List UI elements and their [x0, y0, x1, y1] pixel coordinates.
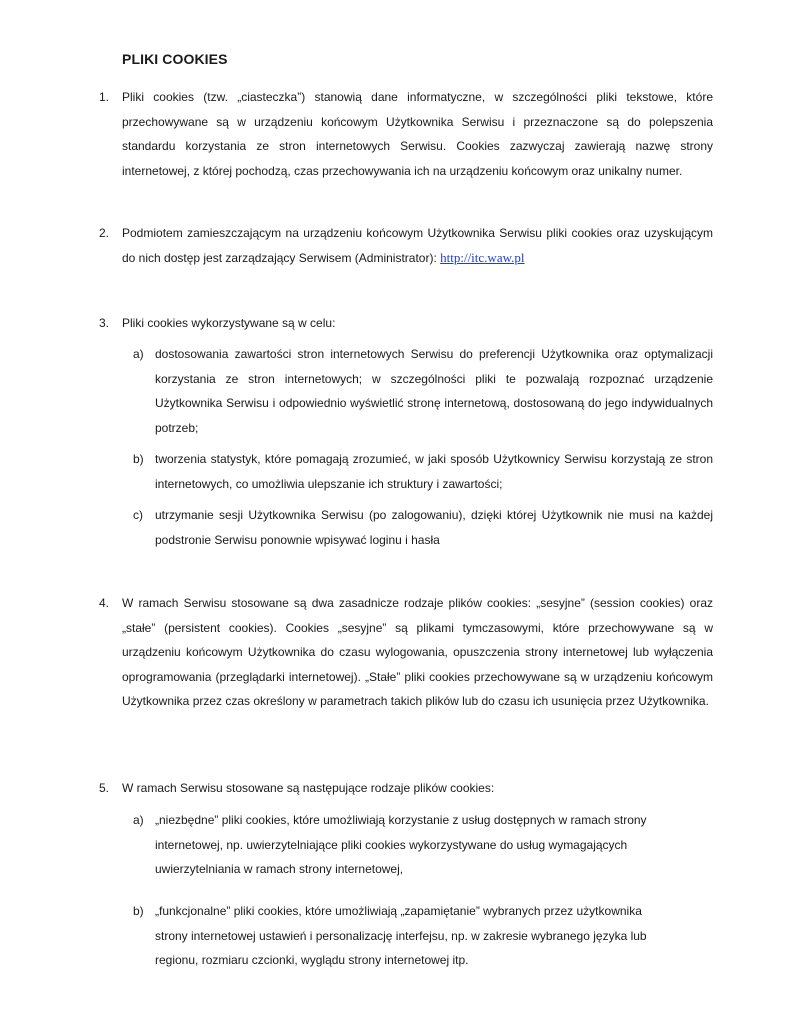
- list-item: „niezbędne” pliki cookies, które umożliwiają korzystanie z usług dostępnych w ramach strony internetowej, np. uwierzytelniające pliki cookies wykorzystywane do usług wymagających uwierzytelniania w ramach strony internetowej,: [155, 813, 647, 876]
- section-number: 5.: [99, 781, 110, 795]
- list-item: utrzymanie sesji Użytkownika Serwisu (po zalogowaniu), dzięki której Użytkownik nie musi na każdej podstronie Serwisu ponownie wpisywać loginu i hasła: [155, 508, 713, 547]
- list-item: „funkcjonalne” pliki cookies, które umożliwiają „zapamiętanie” wybranych przez użytkownika strony internetowej ustawień i personalizację interfejsu, np. w zakresie wybranego języka lub regionu, rozmiaru czcionki, wyglądu strony internetowej itp.: [155, 904, 647, 967]
- page-title: PLIKI COOKIES: [122, 51, 228, 67]
- list-item-letter: c): [133, 508, 143, 522]
- list-item-letter: a): [133, 347, 144, 361]
- list-item: dostosowania zawartości stron internetowych Serwisu do preferencji Użytkownika oraz optymalizacji korzystania ze stron internetowych; w szczególności pliki te pozwalają rozpoznać urządzenie Użytkownika Serwisu i odpowiednio wyświetlić stronę internetową, dostosowaną do jego indywidualnych potrzeb;: [155, 347, 713, 435]
- section-text: Pliki cookies (tzw. „ciasteczka”) stanowią dane informatyczne, w szczególności pliki tekstowe, które przechowywane są w urządzeniu końcowym Użytkownika Serwisu i przeznaczone są do polepszenia standardu korzystania ze stron internetowych Serwisu. Cookies zazwyczaj zawierają nazwę strony internetowej, z której pochodzą, czas przechowywania ich na urządzeniu końcowym oraz unikalny numer.: [122, 90, 713, 178]
- section-number: 1.: [99, 90, 110, 104]
- section-number: 3.: [99, 316, 110, 330]
- list-item: tworzenia statystyk, które pomagają zrozumieć, w jaki sposób Użytkownicy Serwisu korzystają ze stron internetowych, co umożliwia ulepszanie ich struktury i zawartości;: [155, 452, 713, 491]
- section-number: 4.: [99, 596, 110, 610]
- list-item-letter: a): [133, 813, 144, 827]
- list-item-letter: b): [133, 904, 144, 918]
- section-text: [122, 221, 713, 270]
- list-item-letter: b): [133, 452, 144, 466]
- section-text-body: Podmiotem zamieszczającym na urządzeniu końcowym Użytkownika Serwisu pliki cookies oraz uzyskującym do nich dostęp jest zarządzający Serwisem (Administrator):: [122, 226, 713, 265]
- administrator-link[interactable]: http://itc.waw.pl: [440, 249, 525, 265]
- section-text: W ramach Serwisu stosowane są dwa zasadnicze rodzaje plików cookies: „sesyjne” (session cookies) oraz „stałe” (persistent cookies). Cookies „sesyjne” są plikami tymczasowymi, które przechowywane są w urządzeniu końcowym Użytkownika do czasu wylogowania, opuszczenia strony internetowej lub wyłączenia oprogramowania (przeglądarki internetowej). „Stałe” pliki cookies przechowywane są w urządzeniu końcowym Użytkownika przez czas określony w parametrach takich plików lub do czasu ich usunięcia przez Użytkownika.: [122, 596, 713, 708]
- section-number: 2.: [99, 226, 110, 240]
- section-text: Pliki cookies wykorzystywane są w celu:: [122, 316, 336, 330]
- section-text: W ramach Serwisu stosowane są następujące rodzaje plików cookies:: [122, 781, 495, 795]
